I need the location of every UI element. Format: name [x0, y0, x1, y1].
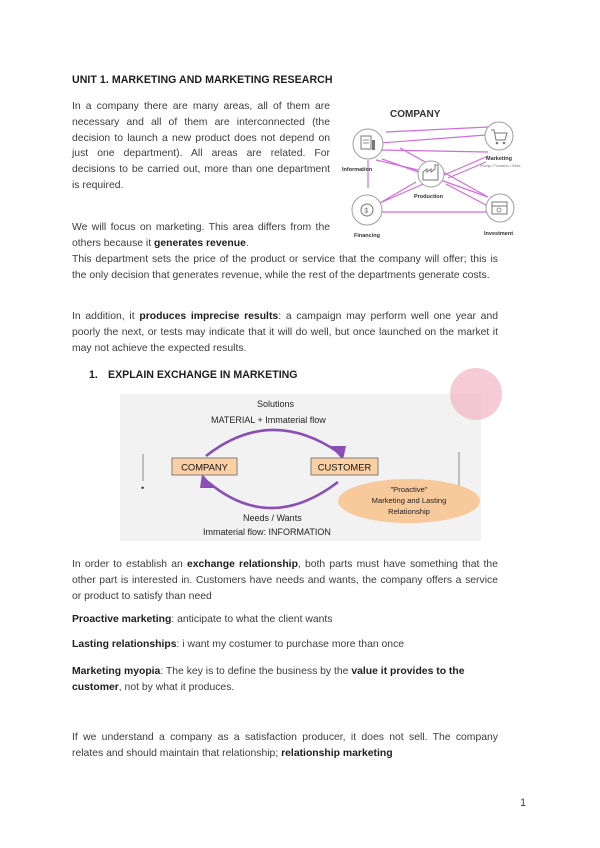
proactive-marketing-term: Proactive marketing — [72, 614, 172, 625]
solutions-label: Solutions — [257, 399, 295, 409]
bottom-flow-label: Immaterial flow: INFORMATION — [203, 527, 331, 537]
intro-paragraph: In a company there are many areas, all of them are necessary and all of them are interconnected (the decision to launch a new product does not depend on just one department). All areas are related. For decisions to be carried out, more than one department is required. — [72, 101, 330, 191]
proactive-line-3: Relationship — [388, 507, 430, 516]
exchange-relationship-highlight: exchange relationship — [186, 559, 298, 570]
company-diagram — [338, 102, 521, 240]
customer-box-label: CUSTOMER — [317, 461, 372, 473]
lasting-relationships-term: Lasting relationships — [72, 639, 177, 650]
company-diagram-title: COMPANY — [390, 109, 441, 120]
marketing-myopia-term: Marketing myopia — [72, 666, 161, 677]
marketing-node — [485, 122, 513, 150]
section-1-title: EXPLAIN EXCHANGE IN MARKETING — [108, 369, 298, 381]
financing-node — [352, 195, 382, 225]
closing-paragraph — [72, 730, 498, 762]
imprecise-text: In addition, it — [72, 311, 140, 322]
closing-text: If we understand a company as a satisfaction producer, it does not sell. The company relates and should maintain that relationship; — [72, 732, 498, 759]
financing-label: Financing — [354, 233, 380, 239]
generates-revenue-highlight: generates revenue — [154, 237, 246, 249]
marketing-sublabel: Pricing • Promotion • Sales — [480, 164, 521, 168]
marketing-paragraph-continuation: This department sets the price of the product or service that the company will offer; this is the only decision that generates revenue, while the rest of the departments generate costs. — [72, 254, 498, 281]
marketing-paragraph-start — [72, 220, 330, 252]
exchange-diagram — [120, 394, 481, 541]
myopia-text-end: , not by what it produces. — [118, 681, 235, 693]
imprecise-paragraph — [72, 309, 498, 356]
company-box-label: COMPANY — [181, 461, 228, 473]
imprecise-text-end: : a campaign may perform well one year and poorly the next, or tests may indicate that it will do well, but once launched on the market it may not achieve the expected results. — [72, 311, 499, 354]
top-flow-label: MATERIAL + Immaterial flow — [211, 415, 326, 425]
exchange-text: In order to establish an — [72, 559, 187, 570]
unit-title: UNIT 1. MARKETING AND MARKETING RESEARCH — [72, 74, 333, 86]
relationship-marketing-highlight: relationship marketing — [281, 747, 393, 759]
marketing-text-end: . — [245, 237, 249, 249]
section-1-number: 1. — [89, 369, 98, 381]
investment-node — [486, 194, 514, 222]
exchange-paragraph — [72, 557, 498, 604]
dollar-icon: $ — [364, 208, 369, 215]
needs-label: Needs / Wants — [243, 513, 302, 523]
page-number: 1 — [520, 797, 526, 809]
information-node — [353, 129, 383, 159]
exchange-text-end: , both parts must have something that the other part is interested in. Customers have needs and wants, the company offers a service or product to satisfy than need — [72, 559, 498, 602]
marketing-label: Marketing — [486, 156, 512, 162]
proactive-marketing-definition — [72, 612, 498, 628]
proactive-line-1: "Proactive" — [390, 485, 428, 494]
proactive-marketing-text: : anticipate to what the client wants — [171, 614, 333, 625]
production-label: Production — [414, 194, 444, 200]
value-highlight: value it provides to the customer — [72, 666, 465, 693]
marketing-text: We will focus on marketing. This area differs from the others because it — [72, 222, 330, 249]
investment-label: Investment — [484, 231, 514, 237]
information-label: Information — [342, 167, 373, 173]
bullet: • — [141, 483, 145, 493]
marketing-myopia-definition — [72, 664, 500, 696]
production-node — [418, 161, 444, 187]
proactive-line-2: Marketing and Lasting — [371, 496, 447, 505]
lasting-relationships-text: : i want my costumer to purchase more than once — [176, 639, 405, 650]
lasting-relationships-definition — [72, 637, 498, 653]
section-1-heading — [89, 369, 298, 381]
decorative-circle — [450, 368, 502, 420]
imprecise-results-highlight: produces imprecise results — [139, 311, 279, 322]
myopia-text: : The key is to define the business by the — [160, 666, 352, 677]
